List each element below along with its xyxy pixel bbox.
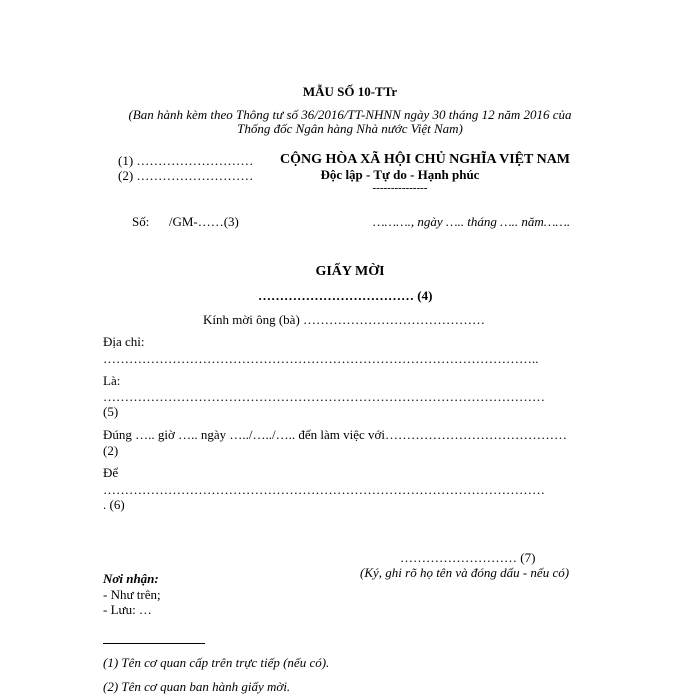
footnote-2: (2) Tên cơ quan ban hành giấy mời. bbox=[103, 679, 291, 694]
header-field-2: (2) ……………………… bbox=[118, 168, 254, 183]
signature-line: ……………………… (7) bbox=[400, 550, 536, 565]
issuance-note-line1: (Ban hành kèm theo Thông tư số 36/2016/TT-NHNN ngày 30 tháng 12 năm 2016 của bbox=[128, 107, 572, 122]
issuance-note-line2: Thống đốc Ngân hàng Nhà nước Việt Nam) bbox=[237, 121, 463, 136]
role-label: Là: bbox=[103, 373, 121, 388]
signature-caption: (Ký, ghi rõ họ tên và đóng dấu - nếu có) bbox=[360, 565, 570, 580]
footnote-1: (1) Tên cơ quan cấp trên trực tiếp (nếu có). bbox=[103, 655, 330, 670]
purpose-dots: ………………………………………………………………………………………… bbox=[103, 482, 545, 497]
invite-line: Kính mời ông (bà) …………………………………… bbox=[203, 312, 486, 327]
role-dots: ………………………………………………………………………………………… bbox=[103, 389, 545, 404]
document-title: GIẤY MỜI bbox=[315, 264, 385, 279]
motto: Độc lập - Tự do - Hạnh phúc bbox=[320, 167, 480, 182]
form-code: MẪU SỐ 10-TTr bbox=[302, 84, 398, 99]
note-5: (5) bbox=[103, 404, 119, 419]
time-line: Đúng ….. giờ ….. ngày …../…../….. đến làm việc với…………………………………… bbox=[103, 427, 568, 442]
footnote-divider bbox=[103, 643, 205, 644]
note-2: (2) bbox=[103, 443, 119, 458]
header-field-1: (1) ……………………… bbox=[118, 153, 254, 168]
date-line: ………., ngày ….. tháng ….. năm……. bbox=[373, 214, 571, 229]
motto-rule: --------------- bbox=[372, 182, 428, 194]
address-dots: ……………………………………………………………………………………….. bbox=[103, 351, 539, 366]
recipients-label: Nơi nhận: bbox=[103, 571, 159, 586]
nation-title: CỘNG HÒA XÃ HỘI CHỦ NGHĨA VIỆT NAM bbox=[280, 152, 571, 167]
purpose-label: Để bbox=[103, 465, 119, 480]
recipient-item-1: - Như trên; bbox=[103, 587, 161, 602]
recipient-item-2: - Lưu: … bbox=[103, 602, 152, 617]
document-number: Số: /GM-……(3) bbox=[132, 214, 239, 229]
note-6: . (6) bbox=[103, 497, 125, 512]
address-label: Địa chỉ: bbox=[103, 334, 145, 349]
document-subtitle: ……………………………… (4) bbox=[258, 288, 433, 303]
